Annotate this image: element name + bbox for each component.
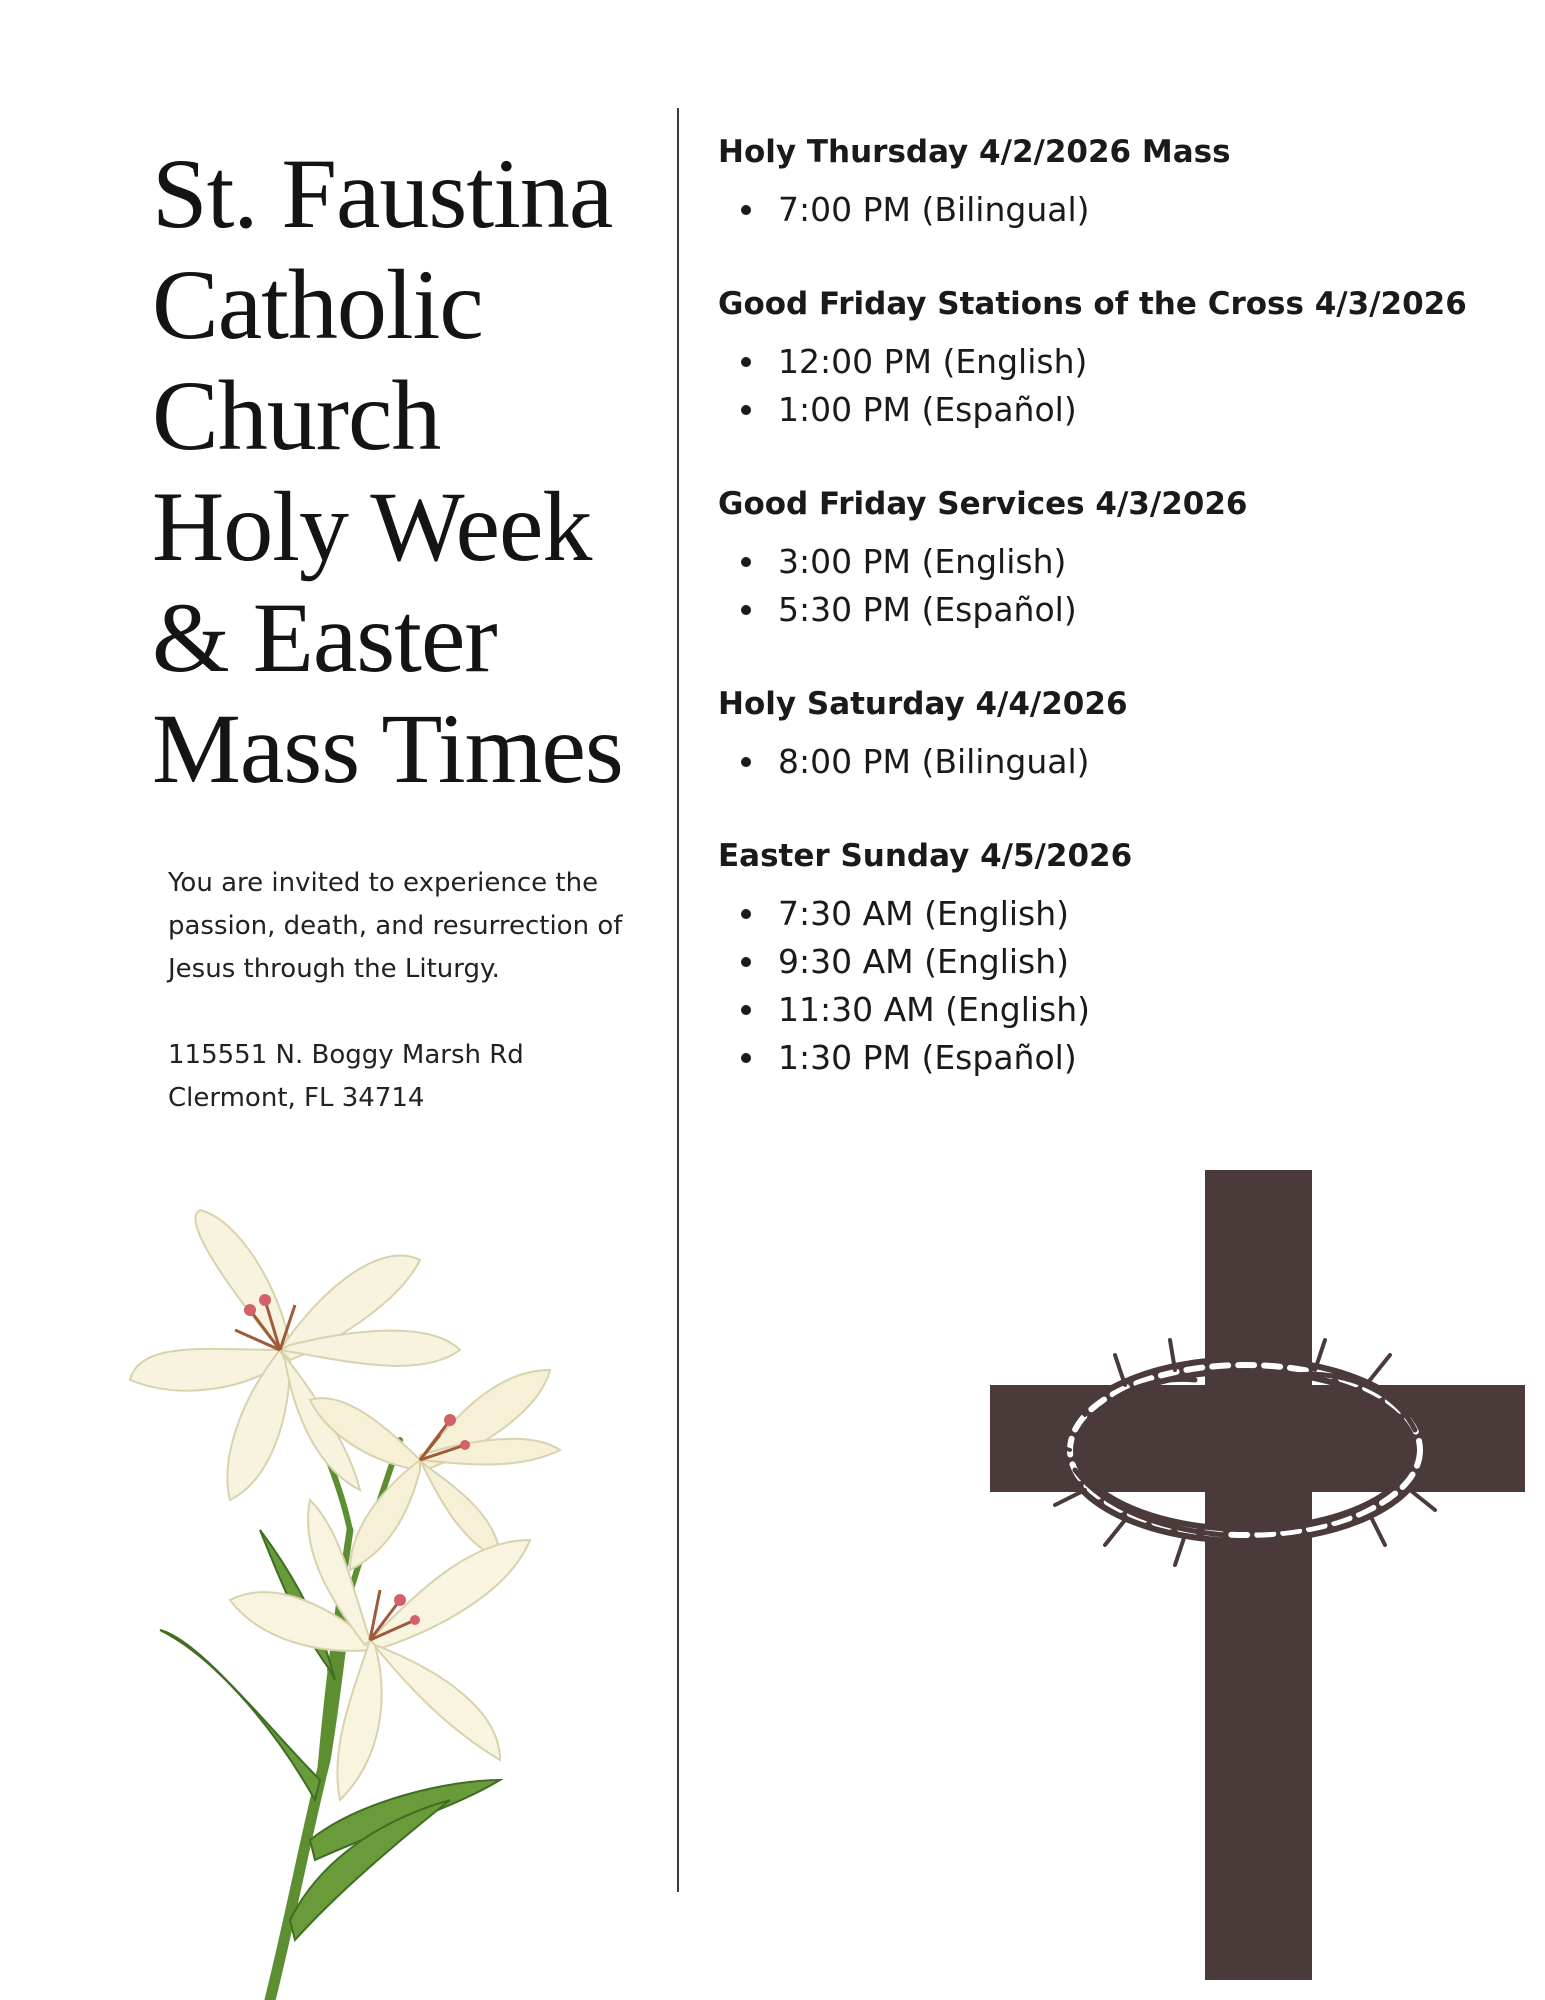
time-list [718,890,1518,1082]
time-item [718,586,1518,634]
address-street: 115551 N. Boggy Marsh Rd [168,1040,524,1070]
title-line: Mass Times [152,693,623,804]
column-divider [677,108,679,1892]
cross-vertical-beam [1205,1170,1312,1980]
time-item [718,338,1518,386]
address-city: Clermont, FL 34714 [168,1083,425,1113]
time-text: 1:00 PM (Español) [778,390,1077,429]
bullet-icon [741,405,751,415]
time-text: 5:30 PM (Español) [778,590,1077,629]
time-text: 8:00 PM (Bilingual) [778,742,1090,781]
time-list [718,538,1518,634]
section-title: Holy Thursday 4/2/2026 Mass [718,134,1231,170]
bullet-icon [741,357,751,367]
cross-icon [985,1170,1525,1980]
time-list [718,186,1518,234]
page-title [152,138,632,804]
church-address [168,1034,638,1120]
time-item [718,738,1518,786]
section-title: Holy Saturday 4/4/2026 [718,686,1128,722]
time-text: 7:30 AM (English) [778,894,1070,933]
section-title: Good Friday Services 4/3/2026 [718,486,1248,522]
time-text: 1:30 PM (Español) [778,1038,1077,1077]
time-text: 3:00 PM (English) [778,542,1067,581]
time-text: 12:00 PM (English) [778,342,1088,381]
intro-line: Jesus through the Liturgy. [168,954,500,984]
time-list [718,738,1518,786]
bullet-icon [741,557,751,567]
intro-text [168,862,638,991]
time-item [718,986,1518,1034]
bullet-icon [741,757,751,767]
time-list [718,338,1518,434]
schedule-section [718,132,1518,234]
mass-schedule [718,132,1518,1132]
bullet-icon [741,205,751,215]
time-item [718,890,1518,938]
schedule-section [718,484,1518,634]
title-line: St. Faustina [152,138,613,249]
time-text: 11:30 AM (English) [778,990,1091,1029]
lily-flower-icon [120,1200,620,2000]
bullet-icon [741,1053,751,1063]
bullet-icon [741,605,751,615]
section-title: Easter Sunday 4/5/2026 [718,838,1133,874]
time-item [718,386,1518,434]
schedule-section [718,836,1518,1082]
schedule-section [718,684,1518,786]
title-line: & Easter [152,582,497,693]
time-item [718,1034,1518,1082]
section-title: Good Friday Stations of the Cross 4/3/2026 [718,286,1467,322]
bullet-icon [741,1005,751,1015]
title-line: Catholic [152,249,483,360]
time-text: 7:00 PM (Bilingual) [778,190,1090,229]
bullet-icon [741,957,751,967]
time-item [718,538,1518,586]
title-line: Church [152,360,441,471]
intro-line: passion, death, and resurrection of [168,911,623,941]
time-text: 9:30 AM (English) [778,942,1070,981]
intro-line: You are invited to experience the [168,868,599,898]
time-item [718,938,1518,986]
time-item [718,186,1518,234]
bullet-icon [741,909,751,919]
title-line: Holy Week [152,471,592,582]
schedule-section [718,284,1518,434]
